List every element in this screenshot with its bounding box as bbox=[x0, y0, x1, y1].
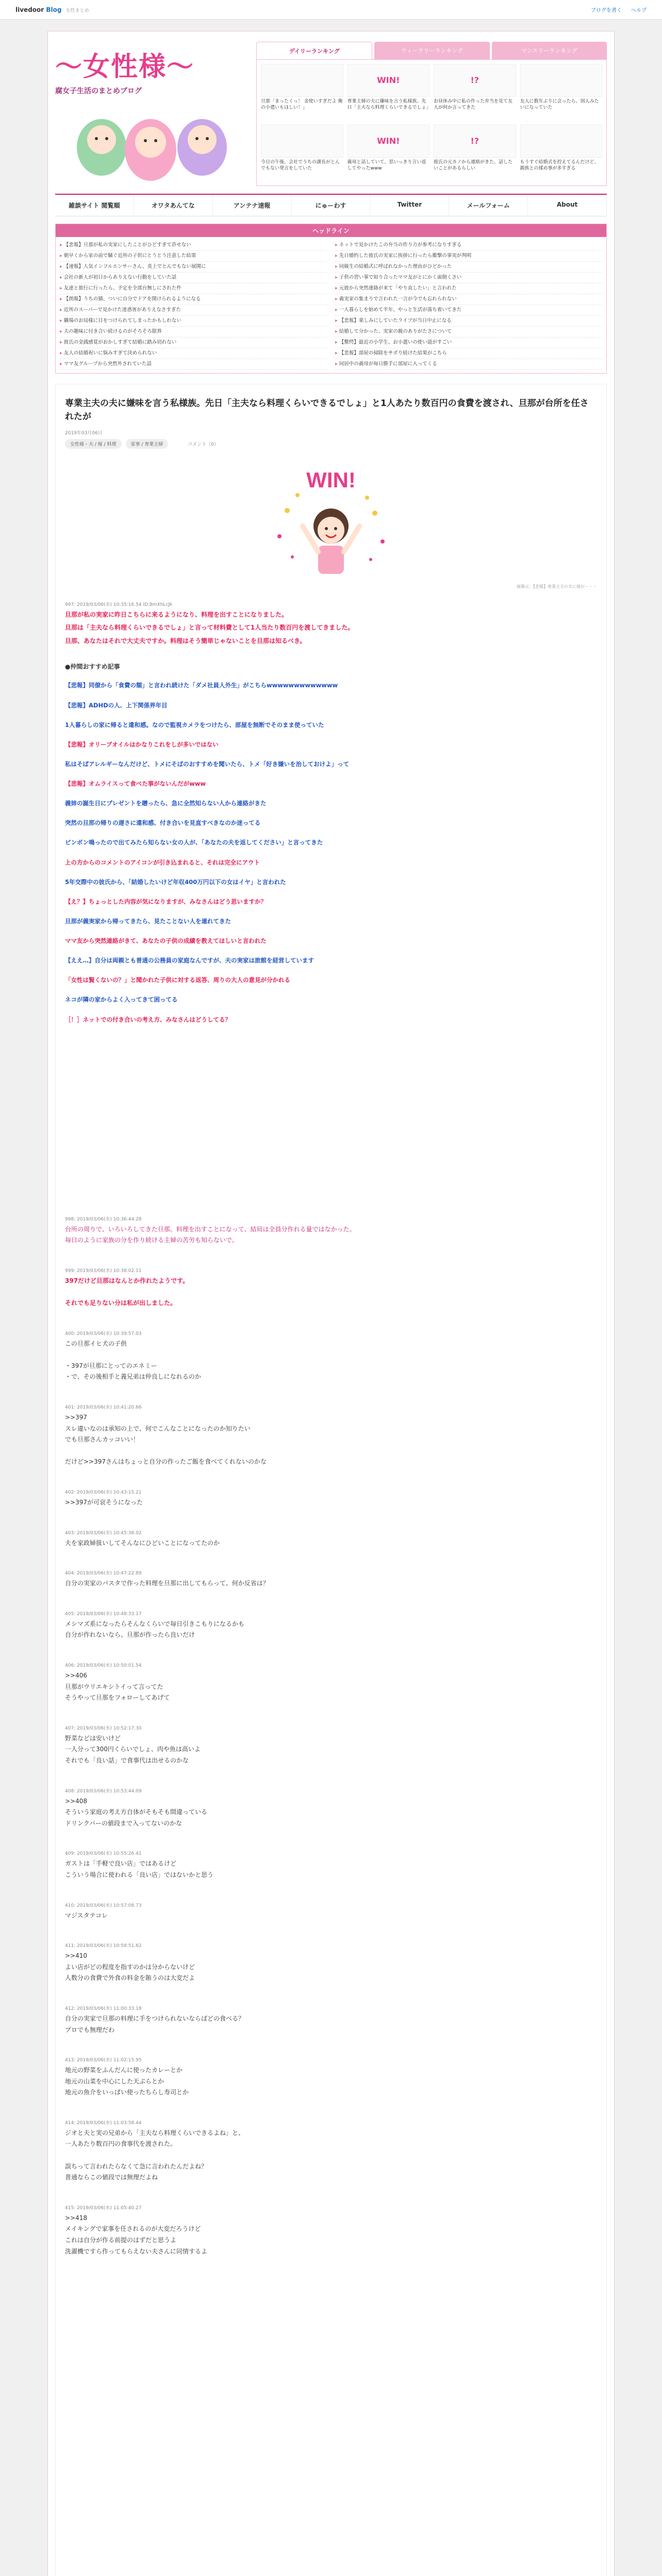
response-block bbox=[65, 1942, 597, 1984]
nav-item-twitter[interactable]: Twitter bbox=[370, 195, 449, 216]
headline-item[interactable]: ▸ 彼氏の金銭感覚がおかしすぎて結婚に踏み切れない bbox=[60, 337, 327, 348]
ranking-thumbnail bbox=[520, 125, 603, 158]
site-brand[interactable] bbox=[15, 6, 89, 13]
recommended-link[interactable]: 義姉の誕生日にプレゼントを贈ったら、急に全然知らない人から連絡がきた bbox=[65, 800, 267, 807]
recommended-link[interactable]: 1人暮らしの家に帰ると違和感。なので監視カメラをつけたら、部屋を無断でそのまま使っていた bbox=[65, 721, 324, 728]
recommended-link[interactable]: 「女性は賢くないの？」と聞かれた子供に対する返答、周りの大人の意見が分かれる bbox=[65, 976, 290, 984]
ranking-item[interactable] bbox=[347, 125, 430, 181]
response-block bbox=[65, 1850, 597, 1880]
response-block bbox=[65, 1267, 597, 1309]
recommended-link[interactable]: 【ええ…】自分は両親とも普通の公務員の家庭なんですが、夫の実家は旅館を経営しています bbox=[65, 957, 314, 964]
ranking-thumbnail bbox=[520, 64, 603, 97]
ranking-thumbnail: !? bbox=[434, 64, 516, 97]
ranking-box bbox=[256, 42, 607, 189]
response-line: 旦那が私の実家に昨日こちらに来るようになり、料理を出すことになりました。 bbox=[65, 611, 288, 618]
ranking-item[interactable] bbox=[520, 125, 603, 181]
headline-item[interactable]: ▸ 会社の新人が初日からありえない行動をしていた話 bbox=[60, 273, 327, 283]
response-block bbox=[65, 1403, 597, 1468]
ranking-thumbnail bbox=[261, 64, 343, 97]
response-block bbox=[65, 1569, 597, 1589]
ranking-item[interactable] bbox=[434, 64, 516, 121]
response-block bbox=[65, 2005, 597, 2036]
response-body: ガストは「手軽で良い店」ではあるけど こういう場合に使われる「良い店」ではないかと思う bbox=[65, 1860, 214, 1878]
top-links bbox=[591, 6, 647, 13]
response-block bbox=[65, 1330, 597, 1383]
response-block bbox=[65, 1902, 597, 1922]
ranking-item-text: お昼休み中に私の作った弁当を見て友人が何か言ってきた bbox=[434, 99, 513, 110]
response-block bbox=[65, 1724, 597, 1767]
article bbox=[55, 384, 607, 2576]
headline-item[interactable]: ▸ 友達と旅行に行ったら、予定を全部台無しにされた件 bbox=[60, 283, 327, 294]
headline-item[interactable]: ▸ 【悲報】部屋の掃除をサボり続けた結果がこちら bbox=[335, 348, 602, 359]
headline-item[interactable]: ▸ 子供の習い事で知り合ったママ友がとにかく面倒くさい bbox=[335, 273, 602, 283]
response-line: 旦那、あなたはそれで大丈夫ですか。料理はそう簡単じゃないことを旦那は知るべき。 bbox=[65, 637, 306, 645]
brand-blog: Blog bbox=[46, 6, 62, 13]
response-meta: 413: 2019/03/06(水) 11:02:15.95 bbox=[65, 2058, 142, 2063]
response-meta: 998: 2019/03/06(水) 10:36:44.28 bbox=[65, 1216, 142, 1222]
response-line: 旦那は「主夫なら料理くらいできるでしょ」と言って材料費として1人当たり数百円を渡してきました。 bbox=[65, 624, 354, 632]
response-block bbox=[65, 2056, 597, 2098]
logo-title: 〜女性様〜 bbox=[55, 51, 195, 82]
headline-item[interactable]: ▸ 先日婚約した彼氏の実家に挨拶に行ったら衝撃の事実が判明 bbox=[335, 251, 602, 262]
response-block bbox=[65, 2119, 597, 2183]
response-body: マジスタテコレ bbox=[65, 1911, 108, 1919]
win-text: WIN! bbox=[306, 467, 356, 492]
response-meta: 400: 2019/03/06(水) 10:39:57.03 bbox=[65, 1331, 142, 1336]
response-list bbox=[65, 1215, 597, 2258]
response-body: この旦那イヒ犬の子供 ・397が旦那にとってのエネミー ・で、その後相手と義兄弟は仲良しになれるのか bbox=[65, 1340, 201, 1381]
response-body: メシマズ系になったらそんなくらいで毎日引きこもりになるかも 自分が作れないなら、旦那が作ったら良いだけ bbox=[65, 1620, 245, 1639]
response-body: >>406 旦那がウリエキシトイって言ってた そうやって旦那をフォローしてあげて bbox=[65, 1672, 170, 1702]
headline-item[interactable]: ▸ 同級生の結婚式に呼ばれなかった理由がひどかった bbox=[335, 262, 602, 273]
recommended-list bbox=[65, 680, 597, 1024]
brand-livedoor: livedoor bbox=[15, 6, 44, 13]
tag-chip[interactable]: 女性様・夫 / 嫁 / 料理 bbox=[65, 439, 122, 449]
headline-item[interactable]: ▸ 【速報】人気インフルエンサーさん、炎上でとんでもない展開に bbox=[60, 262, 327, 273]
tab-monthly-ranking[interactable]: マンスリーランキング bbox=[492, 42, 607, 59]
headline-item[interactable]: ▸ 職場のお局様に目をつけられてしまったかもしれない bbox=[60, 316, 327, 327]
ranking-item-text: 今日の午後、会社でうちの課長がとんでもない発言をしていた bbox=[261, 160, 340, 171]
tag-chip[interactable]: 家事 / 専業主婦 bbox=[126, 439, 169, 449]
response-meta: 999: 2019/03/06(水) 10:38:02.11 bbox=[65, 1268, 142, 1274]
response-block bbox=[65, 1662, 597, 1704]
article-tags bbox=[65, 439, 597, 449]
recommended-link[interactable]: ママ友から突然連絡がきて、あなたの子供の成績を教えてほしいと言われた bbox=[65, 937, 267, 945]
headline-item[interactable]: ▸ 近所のスーパーで見かけた迷惑客がありえなさすぎた bbox=[60, 305, 327, 316]
logo-subtitle: 腐女子生活のまとめブログ bbox=[55, 87, 142, 95]
response-block bbox=[65, 1215, 597, 1246]
headline-item[interactable]: ▸ 同居中の義母が毎日勝手に部屋に入ってくる bbox=[335, 359, 602, 370]
response-meta: 401: 2019/03/06(水) 10:41:20.66 bbox=[65, 1405, 142, 1411]
recommended-link[interactable]: 5年交際中の彼氏から、「結婚したいけど年収400万円以下の女はイヤ」と言われた bbox=[65, 878, 286, 886]
ranking-item-text: 彼氏の元カノから連絡がきた。話したいことがあるらしい bbox=[434, 160, 513, 171]
ranking-item[interactable] bbox=[434, 125, 516, 181]
response-block bbox=[65, 1529, 597, 1549]
response-meta: 414: 2019/03/06(水) 11:03:58.44 bbox=[65, 2120, 142, 2126]
ranking-item-text: 義母と話していて、思いっきり言い返してやったwww bbox=[347, 160, 426, 171]
response-meta: 405: 2019/03/06(水) 10:48:33.17 bbox=[65, 1611, 142, 1617]
headline-item[interactable]: ▸ 朝早くから家の前で騒ぐ近所の子供にとうとう注意した結果 bbox=[60, 251, 327, 262]
brand-category: 女性まとめ bbox=[65, 8, 89, 13]
nav-item-about[interactable]: About bbox=[528, 195, 607, 216]
global-nav bbox=[55, 194, 607, 216]
headline-item[interactable]: ▸ 【驚愕】最近の小学生、お小遣いの使い道がすごい bbox=[335, 337, 602, 348]
tab-weekly-ranking[interactable]: ウィークリーランキング bbox=[374, 42, 489, 59]
recommended-link[interactable]: 上の方からのコメントのアイコンが引き込まれると、それは完全にアウト bbox=[65, 858, 260, 866]
article-illustration bbox=[256, 464, 406, 583]
response-body: >>418 メイキングで家事を任されるのが大変だろうけど これは自分が作る前提のはずだと思うよ 洗濯機ですら作ってもらえない夫さんに同情するよ bbox=[65, 2214, 208, 2255]
response-body: 夫を家政婦扱いしてそんなにひどいことになってたのか bbox=[65, 1539, 220, 1547]
top-bar bbox=[0, 0, 662, 20]
ranking-thumbnail bbox=[261, 125, 343, 158]
ranking-item[interactable] bbox=[347, 64, 430, 121]
response-meta: 408: 2019/03/06(水) 10:53:44.09 bbox=[65, 1788, 142, 1794]
ranking-thumbnail: WIN! bbox=[347, 64, 430, 97]
recommended-link[interactable]: 【え？】ちょっとした内容が気になりますが、みなさんはどう思いますか？ bbox=[65, 897, 267, 905]
ranking-item[interactable] bbox=[261, 64, 343, 121]
help-link[interactable]: ヘルプ bbox=[631, 8, 647, 13]
headline-item[interactable]: ▸ 【悲報】旦那が私の実家にしたことがひどすぎて許せない bbox=[60, 240, 327, 251]
headline-item[interactable]: ▸ ママ友グループから突然外されていた話 bbox=[60, 359, 327, 370]
ranking-item-text: 専業主婦の夫に嫌味を言う私様族。先日「主夫なら料理くらいできるでしょ」 bbox=[347, 99, 431, 110]
response-body: 397だけど旦那はなんとか作れたようです。 それでも足りない分は私が出しました。 bbox=[65, 1277, 189, 1307]
headline-title: ヘッドライン bbox=[56, 224, 606, 237]
response-body: ジオと夫と実の兄弟から「主夫なら料理くらいできるよね」と、 一人あたり数百円の食事代を渡された。 誤ちって言われたらなくて急に言われたんだよね？ 普通ならこの値段では無理だよね bbox=[65, 2129, 245, 2181]
headline-item[interactable]: ▸ 【朗報】うちの猫、ついに自分でドアを開けられるようになる bbox=[60, 294, 327, 305]
ranking-thumbnail: WIN! bbox=[347, 125, 430, 158]
response-body: >>397が可哀そうになった bbox=[65, 1499, 143, 1506]
headline-item[interactable]: ▸ 【悲報】楽しみにしていたライブが当日中止になる bbox=[335, 316, 602, 327]
response-meta: 410: 2019/03/06(水) 10:57:08.73 bbox=[65, 1903, 142, 1908]
page-wrapper bbox=[47, 31, 615, 2576]
nav-item-mailform[interactable]: メールフォーム bbox=[449, 195, 528, 216]
recommended-link[interactable]: 私はそばアレルギーなんだけど、トメにそばのおすすめを聞いたら、トメ「好き嫌いを治しておけよ」って bbox=[65, 760, 350, 768]
response-meta: 997: 2019/03/06(水) 10:35:16.54 ID:8mXhLcJk bbox=[65, 602, 173, 607]
article-title[interactable]: 専業主夫の夫に嫌味を言う私様族。先日「主夫なら料理くらいできるでしょ」と1人あたり数百円の食費を渡され、旦那が台所を任されたが bbox=[65, 398, 589, 422]
headline-box bbox=[55, 224, 607, 374]
response-body: 地元の野菜をふんだんに使ったカレーとか 地元の山菜を中心にした天ぷらとか 地元の魚介をいっぱい使ったちらし寿司とか bbox=[65, 2066, 189, 2096]
response-meta: 412: 2019/03/06(水) 11:00:33.18 bbox=[65, 2006, 142, 2011]
ranking-item-text: もうすぐ結婚式を控えてるんだけど、親族との揉め事が多すぎる bbox=[520, 160, 599, 171]
headline-item[interactable]: ▸ 一人暮らしを始めて半年、やっと生活が落ち着いてきた bbox=[335, 305, 602, 316]
nav-item[interactable]: オワタあんてな bbox=[134, 195, 213, 216]
response-meta: 406: 2019/03/06(水) 10:50:01.54 bbox=[65, 1663, 142, 1668]
ranking-item[interactable] bbox=[520, 64, 603, 121]
ranking-grid bbox=[256, 59, 607, 186]
ranking-item-text: 友人に数年ぶりに会ったら、別人みたいになっていた bbox=[520, 99, 599, 110]
recommended-link[interactable]: 突然の旦那の帰りの遅さに違和感、付き合いを見直すべきなのか迷ってる bbox=[65, 819, 261, 827]
response-body: 台所の周りで、いろいろしてきた旦那。料理を出すことになって、結局は全員分作れる量ではなかった。 毎日のように家族の分を作り続ける主婦の苦労も知らないで。 bbox=[65, 1225, 356, 1244]
response-block bbox=[65, 601, 597, 647]
ranking-thumbnail: !? bbox=[434, 125, 516, 158]
headline-item[interactable]: ▸ 友人の結婚祝いに悩みすぎて決められない bbox=[60, 348, 327, 359]
response-meta: 409: 2019/03/06(水) 10:55:26.41 bbox=[65, 1851, 142, 1857]
response-block bbox=[65, 1610, 597, 1641]
response-meta: 411: 2019/03/06(水) 10:58:51.62 bbox=[65, 1943, 142, 1949]
site-header bbox=[48, 31, 614, 194]
recommended-link[interactable]: 【悲報】オリーブオイルはかなりこれをしが多いではない bbox=[65, 740, 219, 748]
headline-item[interactable]: ▸ 元彼から突然連絡が来て「やり直したい」と言われた bbox=[335, 283, 602, 294]
tab-daily-ranking[interactable]: デイリーランキング bbox=[256, 42, 372, 59]
response-body: 自分の実家のパスタで作った料理を旦那に出してもらって、何か反省は？ bbox=[65, 1580, 269, 1587]
ad-space bbox=[65, 1025, 597, 1195]
recommended-heading: ●仲間おすすめ記事 bbox=[65, 663, 120, 671]
response-body: >>408 そういう家庭の考え方自体がそもそも間違っている ドリンクバーの値段まで入ってないのかな bbox=[65, 1797, 208, 1827]
write-blog-link[interactable]: ブログを書く bbox=[591, 8, 622, 13]
recommended-link[interactable]: 【悲報】同僚から「食費の額」と言われ続けた「ダメ社員人外生」がこちらwwwwwwwwwwwww bbox=[65, 682, 338, 689]
headline-item[interactable]: ▸ ネットで見かけたこの弁当の作り方が参考になりすぎる bbox=[335, 240, 602, 251]
recommended-link[interactable]: 旦那が義実家から帰ってきたら、見たことない人を連れてきた bbox=[65, 917, 231, 925]
ranking-tabs bbox=[256, 42, 607, 59]
response-meta: 407: 2019/03/06(水) 10:52:17.30 bbox=[65, 1725, 142, 1731]
response-body: 自分の実家で旦那の料理に手をつけられないならばどの食べる？ プロでも無理だわ bbox=[65, 2014, 245, 2033]
response-meta: 404: 2019/03/06(水) 10:47:22.89 bbox=[65, 1571, 142, 1577]
response-meta: 415: 2019/03/06(水) 11:05:40.27 bbox=[65, 2205, 142, 2211]
article-date: 2019年03月06日 bbox=[65, 430, 103, 436]
response-block bbox=[65, 2204, 597, 2257]
recommended-link[interactable]: 【悲報】オムライスって食べた事がないんだがwww bbox=[65, 780, 206, 788]
response-body: >>410 よい店がどの程度を指すのかは分からないけど 人数分の食費で外食の料金を賄うのは大変だよ bbox=[65, 1952, 195, 1982]
image-caption: 画像元：【悲報】専業主夫の夫に嫁が・・・ bbox=[517, 584, 597, 589]
comment-count[interactable]: コメント（0） bbox=[188, 442, 219, 447]
nav-item[interactable]: にゅーわす bbox=[292, 195, 371, 216]
response-body: >>397 スレ違いなのは承知の上で、何でこんなことになったのか知りたい でも旦那さんカッコいい！ だけど>>397さんはちょっと自分の作ったご飯を食べてくれないのかな bbox=[65, 1414, 267, 1466]
headline-item[interactable]: ▸ 結婚して分かった、実家の親のありがたさについて bbox=[335, 327, 602, 337]
recommended-link[interactable]: ネコが隣の家からよく入ってきて困ってる bbox=[65, 996, 178, 1004]
response-block bbox=[65, 1787, 597, 1829]
ranking-item-text: 旦那「まったくっ！ 金使いすぎだよ 俺の小遣いもほしい！」 bbox=[261, 99, 343, 110]
ranking-item[interactable] bbox=[261, 125, 343, 181]
recommended-link[interactable]: 【悲報】ADHDの人、上下関係界年目 bbox=[65, 701, 168, 709]
recommended-link[interactable]: ビンボン鳴ったので出てみたら知らない女の人が、「あなたの夫を返してください」と言ってきた bbox=[65, 839, 323, 846]
logo-illustration bbox=[65, 98, 236, 186]
response-block bbox=[65, 1488, 597, 1509]
response-meta: 402: 2019/03/06(水) 10:43:15.21 bbox=[65, 1490, 142, 1496]
nav-item[interactable]: 雑談サイト 閲覧順 bbox=[55, 195, 134, 216]
headline-item[interactable]: ▸ 夫の趣味に付き合い続けるのがそろそろ限界 bbox=[60, 327, 327, 337]
response-meta: 403: 2019/03/06(水) 10:45:38.02 bbox=[65, 1530, 142, 1536]
site-logo[interactable] bbox=[55, 42, 246, 186]
nav-item[interactable]: アンテナ速報 bbox=[213, 195, 292, 216]
headline-list bbox=[56, 237, 606, 373]
recommended-link[interactable]: ［！］ネットでの付き合いの考え方、みなさんはどうしてる？ bbox=[65, 1015, 231, 1023]
response-body: 野菜などは安いけど 一人分って300円くらいでしょ、肉や魚は高いよ それでも「良い話」で食事代は出せるのかな bbox=[65, 1734, 201, 1764]
headline-item[interactable]: ▸ 義実家の集まりで言われた一言が今でも忘れられない bbox=[335, 294, 602, 305]
